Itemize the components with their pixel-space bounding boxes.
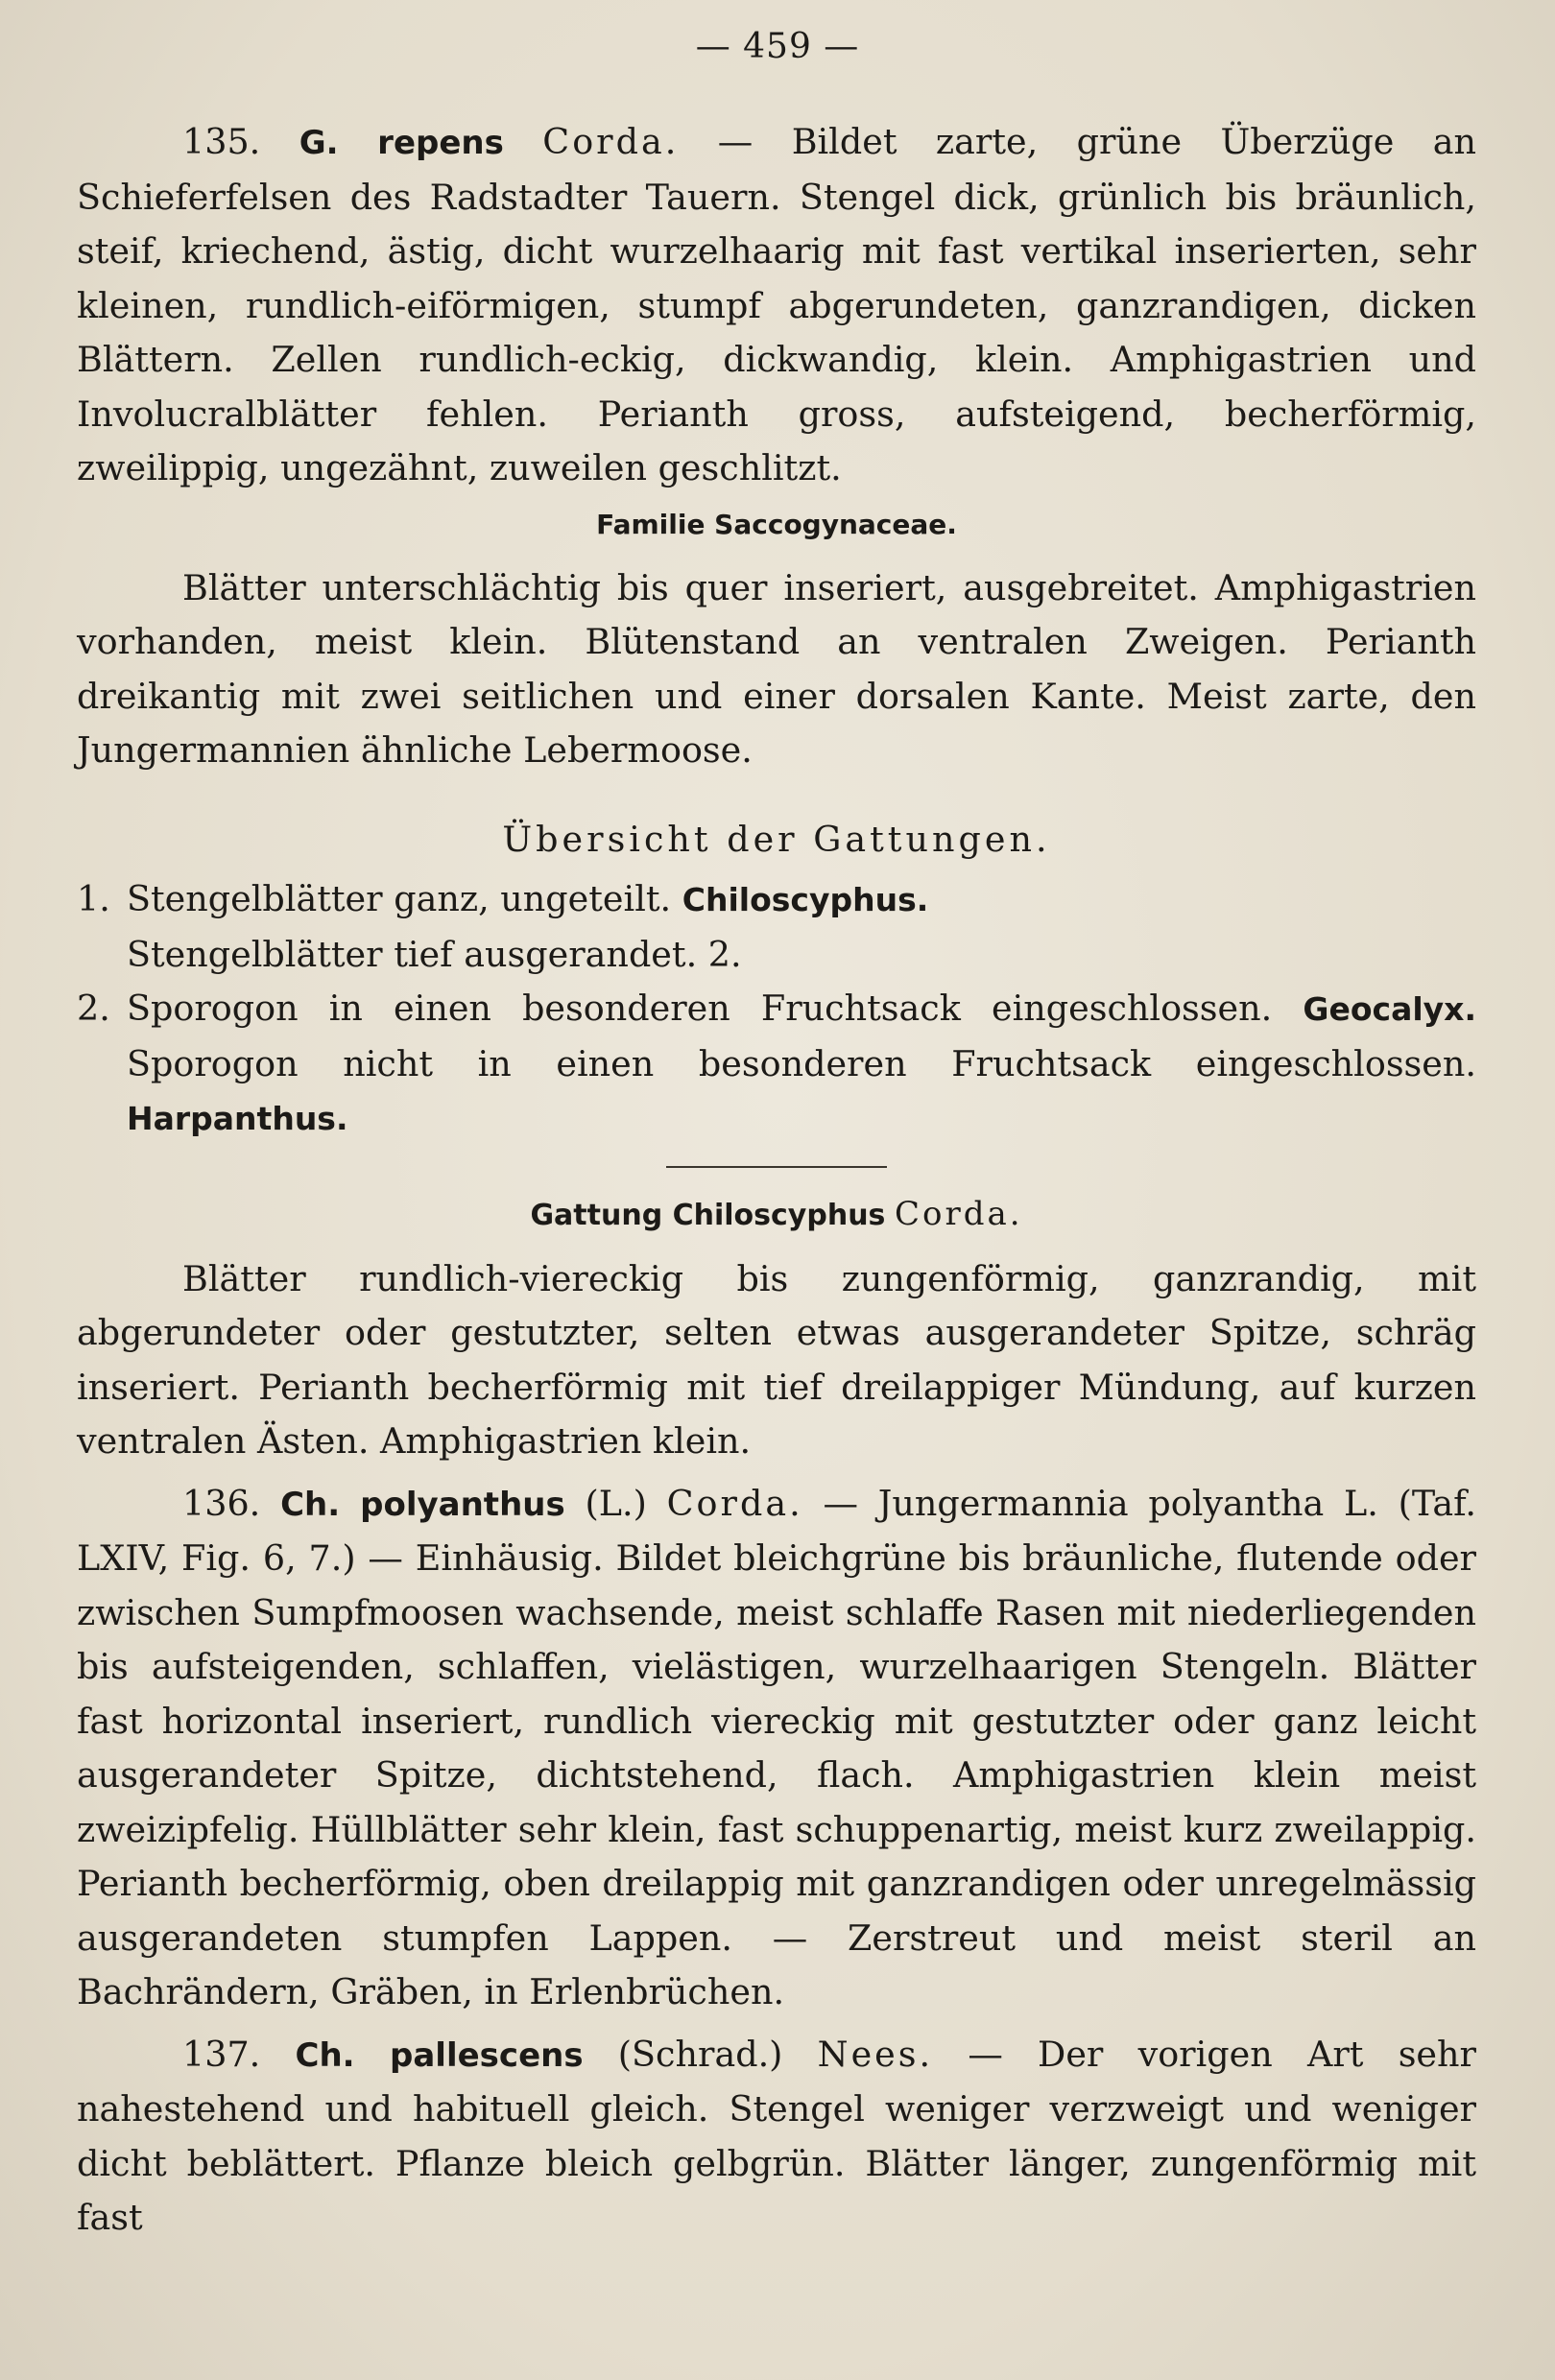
overview-title: Übersicht der Gattungen. (502, 818, 1051, 860)
key-genus-name: Harpanthus. (127, 1100, 348, 1137)
species-137-author: Nees. (817, 2033, 934, 2075)
page-body (77, 115, 1476, 2246)
species-137-entry (77, 2028, 1476, 2246)
key-number: 2. (77, 988, 110, 1029)
family-description: Blätter unterschlächtig bis quer inseriert, ausgebreitet. Amphigastrien vorhanden, meist klein. Blütenstand an ventralen Zweigen. Perianth dreikantig mit zwei seitlichen und einer dorsalen Kante. Meist zarte, den Jungermannien ähnliche Lebermoose. (77, 566, 1476, 771)
key-line-1b (77, 928, 1476, 983)
genus-heading-author: Corda. (894, 1194, 1023, 1233)
species-135-text: — Bildet zarte, grüne Überzüge an Schieferfelsen des Radstadter Tauern. Stengel dick, grünlich bis bräunlich, steif, kriechend, ästig, dicht wurzelhaarig mit fast vertikal inserierten, sehr kleinen, rundlich-eiförmigen, stumpf abgerundeten, ganzrandigen, dicken Blättern. Zellen rundlich-eckig, dickwandig, klein. Amphigastrien und Involucralblätter fehlen. Perianth gross, aufsteigend, becherförmig, zweilippig, ungezähnt, zuweilen geschlitzt. (77, 121, 1477, 488)
genus-heading-label: Gattung Chiloscyphus (530, 1198, 886, 1232)
key-genus-name: Chiloscyphus. (682, 881, 929, 918)
key-number (77, 928, 127, 983)
key-line-1a (77, 872, 1476, 928)
species-135-name: G. repens (299, 124, 504, 162)
species-135-author: Corda. (542, 121, 680, 162)
species-137-name: Ch. pallescens (295, 2035, 584, 2075)
species-136-number: 136. (182, 1482, 261, 1524)
key-text: Stengelblätter tief ausgerandet. 2. (127, 933, 742, 975)
genus-key (77, 872, 1476, 1147)
family-heading: Familie Saccogynaceae. (596, 508, 957, 540)
section-divider (666, 1166, 887, 1168)
species-136-text: — Jungermannia polyantha L. (Taf. LXIV, Fig. 6, 7.) — Einhäusig. Bildet bleichgrüne bis bräunliche, flutende oder zwischen Sumpfmoosen wachsende, meist schlaffe Rasen mit niederliegenden bis aufsteigenden, schlaffen, vielästigen, wurzelhaarigen Stengeln. Blätter fast horizontal inseriert, rundlich viereckig mit gestutzter oder ganz leicht ausgerandeter Spitze, dichtstehend, flach. Amphigastrien klein meist zweizipfelig. Hüllblätter sehr klein, fast schuppenartig, meist kurz zweilappig. Perianth becherförmig, oben dreilappig mit ganzrandigen oder unregelmässig ausgerandeten stumpfen Lappen. — Zerstreut und meist steril an Bachrändern, Gräben, in Erlenbrüchen. (77, 1482, 1476, 2012)
key-text: Sporogon in einen besonderen Fruchtsack eingeschlossen. (127, 988, 1273, 1029)
species-136-entry (77, 1477, 1476, 2020)
species-137-author-prefix: (Schrad.) (617, 2033, 783, 2075)
genus-description: Blätter rundlich-viereckig bis zungenförmig, ganzrandig, mit abgerundeter oder gestutzter, selten etwas ausgerandeter Spitze, schräg inseriert. Perianth becherförmig mit tief dreilappiger Mündung, auf kurzen ventralen Ästen. Amphigastrien klein. (77, 1257, 1476, 1462)
species-135-number: 135. (182, 121, 261, 162)
species-136-author-prefix: (L.) (585, 1482, 647, 1524)
key-text: Stengelblätter ganz, ungeteilt. (127, 878, 672, 919)
species-136-name: Ch. polyanthus (280, 1485, 565, 1524)
species-137-text: — Der vorigen Art sehr nahestehend und habituell gleich. Stengel weniger verzweigt und weniger dicht beblättert. Pflanze bleich gelbgrün. Blätter länger, zungenförmig mit fast (77, 2033, 1476, 2238)
species-137-number: 137. (182, 2033, 261, 2075)
species-136-author: Corda. (666, 1482, 803, 1524)
page-number: — 459 — (695, 27, 860, 66)
key-line-2b (77, 1037, 1476, 1147)
key-text: Sporogon nicht in einen besonderen Fruchtsack eingeschlossen. (127, 1042, 1476, 1084)
species-135-entry (77, 115, 1476, 496)
genus-heading (77, 1191, 1476, 1239)
key-line-2a (77, 982, 1476, 1037)
key-number: 1. (77, 878, 110, 919)
key-number (77, 1037, 127, 1147)
key-genus-name: Geocalyx. (1303, 990, 1476, 1028)
